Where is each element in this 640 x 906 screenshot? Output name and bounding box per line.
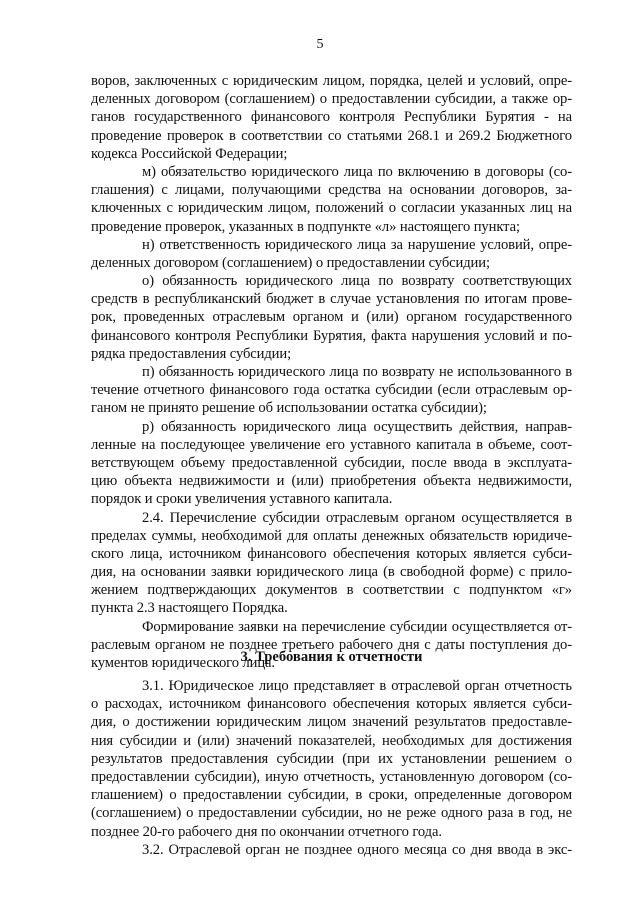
text-line: ленные на последующее увеличение его уставного капитала в объеме, соот- xyxy=(91,436,572,453)
text-line: проведение проверок в соответствии со статьями 268.1 и 269.2 Бюджетного xyxy=(91,127,572,144)
clause-3-2-line: 3.2. Отраслевой орган не позднее одного месяца со дня ввода в экс- xyxy=(142,841,572,858)
paragraph-line: Формирование заявки на перечисление субсидии осуществляется от- xyxy=(142,618,572,635)
text-line: кодекса Российской Федерации; xyxy=(91,145,288,162)
clause-3-1-line: 3.1. Юридическое лицо представляет в отраслевой орган отчетность xyxy=(142,678,572,694)
text-line: глашением) о предоставлении субсидии, в сроки, определенные договором xyxy=(91,787,572,804)
text-line: раслевым органом не позднее третьего рабочего дня с даты поступления до- xyxy=(91,636,572,653)
paragraph-m-line: м) обязательство юридического лица по включению в договоры (со- xyxy=(142,163,572,180)
paragraph-r-line: р) обязанность юридического лица осуществить действия, направ- xyxy=(142,418,572,435)
paragraph-p-line: п) обязанность юридического лица по возврату не использованного в xyxy=(142,364,572,380)
section-text xyxy=(91,677,572,859)
text-line: ганов государственного финансового контроля Республики Бурятия - на xyxy=(91,109,572,126)
paragraph-o-line: о) обязанность юридического лица по возврату соответствующих xyxy=(142,273,572,290)
text-line: воров, заключенных с юридическим лицом, порядка, целей и условий, опре- xyxy=(91,73,572,89)
text-line: финансового контроля Республики Бурятия, факта нарушения условий и по- xyxy=(91,327,572,344)
text-line: кументов юридического лица. xyxy=(91,655,275,671)
text-line: глашения) с лицами, получающими средства на основании договоров, за- xyxy=(91,182,572,199)
clause-2-4-line: 2.4. Перечисление субсидии отраслевым органом осуществляется в xyxy=(142,509,572,526)
text-line: о расходах, источником финансового обеспечения которых является субси- xyxy=(91,696,572,713)
text-line: дия, на основании заявки юридического лица (в свободной форме) с прило- xyxy=(91,564,572,581)
text-line: позднее 20-го рабочего дня по окончании отчетного года. xyxy=(91,823,442,840)
text-line: проведение проверок, указанных в подпункте «л» настоящего пункта; xyxy=(91,218,520,235)
text-line: пункта 2.3 настоящего Порядка. xyxy=(91,600,288,617)
section-heading: 3. Требования к отчетности xyxy=(240,649,423,665)
text-line: ключенных с юридическим лицом, положений о согласии указанных лиц на xyxy=(91,200,572,217)
page-number: 5 xyxy=(316,37,324,52)
text-line: течение отчетного финансового года остатка субсидии (если отраслевым ор- xyxy=(91,382,572,399)
body-text xyxy=(91,72,572,672)
text-line: цию объекта недвижимости и (или) приобретения объекта недвижимости, xyxy=(91,473,572,490)
text-line: ского лица, источником финансового обеспечения которых является субси- xyxy=(91,545,572,562)
text-line: (соглашением) о предоставлении субсидии, но не реже одного раза в год, не xyxy=(91,805,572,822)
text-line: предоставлении субсидии), иную отчетность, установленную договором (со- xyxy=(91,768,572,785)
text-line: деленных договором (соглашением) о предоставлении субсидии; xyxy=(91,254,490,271)
text-line: ганом не принято решение об использовании остатка субсидии); xyxy=(91,400,487,417)
text-line: результатов предоставления субсидии (при их установлении решением о xyxy=(91,750,572,767)
text-line: порядок и сроки увеличения уставного капитала. xyxy=(91,491,393,508)
text-line: средств в республиканский бюджет в случае установления по итогам прове- xyxy=(91,291,572,308)
text-line: жением подтверждающих документов в соответствии с подпунктом «г» xyxy=(91,582,572,599)
text-line: ния субсидии и (или) значений показателей, необходимых для достижения xyxy=(91,732,572,749)
text-line: деленных договором (соглашением) о предоставлении субсидии, а также ор- xyxy=(91,91,572,108)
text-line: пределах суммы, необходимой для оплаты денежных обязательств юридиче- xyxy=(91,527,572,544)
text-line: ветствующем объему предоставленной субсидии, после ввода в эксплуата- xyxy=(91,454,572,471)
text-line: дия, о достижении юридическим лицом значений результатов предоставле- xyxy=(91,714,572,731)
text-line: рядка предоставления субсидии; xyxy=(91,345,292,362)
text-line: рок, проведенных отраслевым органом и (или) органом государственного xyxy=(91,309,572,326)
paragraph-n-line: н) ответственность юридического лица за нарушение условий, опре- xyxy=(142,236,572,253)
